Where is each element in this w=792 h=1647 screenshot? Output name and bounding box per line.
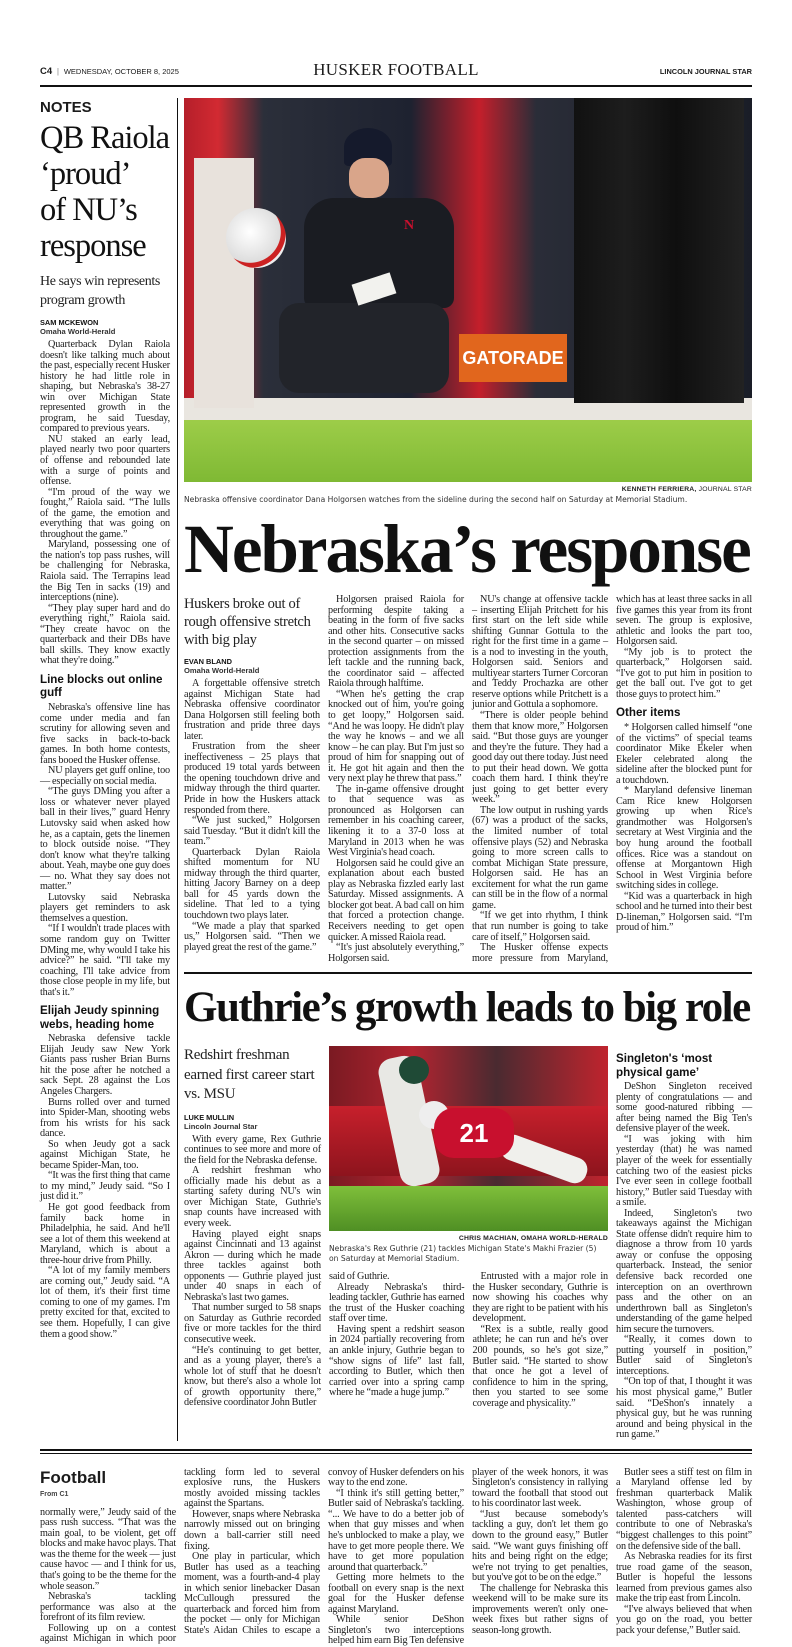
subhead: Other items [616, 706, 681, 720]
paragraph: “It was the first thing that came to my mind,” Jeudy said. “So I just did it.” [40, 1170, 170, 1203]
paragraph: Holgorsen praised Raiola for performing despite taking a beating in the form of five sacks and other hits. Consecutive sacks in the second quarter – on missed protection assignments from the left tackle and the running back, the coordinator said – affected Raiola through halftime. [328, 594, 464, 690]
gatorade-sign: GATORADE [459, 334, 567, 382]
main-column [184, 98, 752, 1441]
paragraph: Burns rolled over and turned into Spider-Man, shooting webs from his wrists for his sack dance. [40, 1096, 170, 1140]
paragraph: “My job is to protect the quarterback,” Holgorsen said. “I've got to put him in position to get the ball out. I've got to get those guys to protect him.” [616, 646, 752, 700]
paragraph: Indeed, Singleton's two takeaways against the Michigan State offense didn't require him to diagnose a throw from 10 yards away or confuse the opposing quarterback. Instead, the senior defensive back recorded one interception on an overthrown pass and the other on an underthrown ball as Singleton's understanding of the game helped him secure the turnovers. [616, 1207, 752, 1335]
paragraph: “Rex is a subtle, really good athlete; he can run and he's over 200 pounds, so he's got size,” Butler said. “He started to show that once he got a level of confidence to him in the spring, then you started to see some coverage and physicality.” [472, 1323, 608, 1409]
player-white-pants [194, 158, 254, 408]
photo1-credit [184, 485, 752, 494]
jump-rule-thick [40, 1449, 752, 1451]
subhead: Line blocks out online guff [40, 672, 163, 700]
paragraph: Quarterback Dylan Raiola doesn't like talking much about the past, especially recent Husker history he had little role in shaping, but Nebraska's 38-27 win over Michigan State represented growth in the program, he said Tuesday, compared to previous years. [40, 339, 170, 435]
story2-middle [329, 1046, 608, 1409]
paragraph: “When he's getting the crap knocked out of him, you're going to get loopy,” Holgorsen said. “And he was loopy. He didn't play the way he knows – and we all know – he can play. But I'm just so proud of him for snapping out of it. He got hit again and then the very next play he threw that pass.” [328, 688, 464, 785]
field-grass [329, 1186, 608, 1231]
paragraph: So when Jeudy got a sack against Michigan State, he became Spider-Man, too. [40, 1138, 170, 1171]
paragraph: Nebraska defensive tackle Elijah Jeudy saw New York Giants pass rusher Brian Burns hit the pose after he notched a sack Sept. 28 against the Los Angeles Chargers. [40, 1033, 170, 1097]
nebraska-logo-icon: N [404, 218, 415, 233]
photo-holgorsen [184, 98, 752, 482]
headline-line: of NU’s [40, 192, 137, 228]
paragraph: Nebraska's offensive line has come under media and fan scrutiny for allowing seven and five sacks in back-to-back games. In both home contests, fans booed the Husker offense. [40, 701, 170, 766]
photo2-caption: Nebraska's Rex Guthrie (21) tackles Michigan State's Makhi Frazier (5) on Saturday at Memorial Stadium. [329, 1244, 597, 1264]
story2-col1 [184, 1046, 321, 1409]
paragraph: Nebraska's tackling performance was also at the forefront of its film review. [40, 1591, 176, 1624]
field-grass [184, 416, 752, 482]
story1-author: EVAN BLAND [184, 657, 232, 666]
story2-headline: Guthrie’s growth leads to big role [184, 984, 750, 1032]
paragraph: The in-game offensive drought to that sequence was as pronounced as Holgorsen can remember in his coaching career, likening it to a 37-0 loss at Maryland in 2013 when he was West Virginia's head coach. [328, 783, 464, 859]
paragraph: “I think it's still getting better,” Butler said of Nebraska's tackling. “... We have to do a better job of when that guy misses and when he's unblocked to make a play, we have to get more people there. We have to get more population around that quarterback.” [328, 1487, 464, 1573]
sidebar-body [40, 340, 170, 1340]
paragraph: “Kid was a quarterback in high school and he turned into their best D-lineman,” Holgorsen said. “I'm proud of him.” [616, 890, 752, 934]
headline-line: QB Raiola [40, 120, 170, 156]
paragraph: “Just because somebody's tackling a guy, don't let them go down to the ground easy,” Butler said. “We want guys finishing off hits and being right on the edge; we're not trying to get penalties, but you've got to be on the edge.” [472, 1508, 608, 1584]
paragraph: However, snaps where Nebraska narrowly missed out on bringing down a ball-carrier still need fixing. [184, 1508, 320, 1552]
photo-guthrie-tackle [329, 1046, 608, 1231]
paragraph: Frustration from the sheer ineffectiveness – 25 plays that produced 19 total yards between the opening touchdown drive and midway through the third quarter. Pride in how the Huskers attack responded from there. [184, 741, 320, 816]
column-divider [177, 98, 178, 1441]
paragraph: A forgettable offensive stretch against Michigan State had Nebraska offensive coordinator Dana Holgorsen still feeling both frustration and pride three days later. [184, 678, 320, 742]
story2-under-photo [329, 1272, 608, 1409]
folio-divider: | [54, 66, 62, 76]
paragraph: While senior DeShon Singleton's two interceptions helped him earn Big Ten defensive player of the week honors, it was Singleton's consistency in rallying toward the football that stood out to his coordinator last week. [328, 1466, 608, 1647]
page-date: WEDNESDAY, OCTOBER 8, 2025 [63, 67, 179, 76]
paragraph: “He's continuing to get better, and as a young player, there's a whole lot of stuff that he doesn't know, but there's also a whole lot of growth opportunity there,” defensive coordinator John Butler [184, 1344, 321, 1409]
story2-col1-paragraphs [184, 1135, 321, 1409]
story2-under-paragraphs [329, 1272, 608, 1409]
coach-face [349, 158, 389, 198]
paragraph: Quarterback Dylan Raiola shifted momentum for NU midway through the third quarter, hitting Jacory Barney on a deep ball for 45 yards down the sideline. That led to a tying touchdown two plays later. [184, 846, 320, 922]
paragraph: “I've always believed that when you go on the road, you better pack your defense,” Butler said. [616, 1603, 752, 1636]
paragraph: “A lot of my family members are coming out,” Jeudy said. “A lot of them, it's their first time coming to one of my games. I'm pretty excited for that, excited to see them. Hopefully, I can give them a good show.” [40, 1265, 170, 1340]
singleton-section [616, 1052, 752, 1441]
paragraph: As Nebraska readies for its first true road game of the season, Butler is hopeful the lessons learned from previous games also make the trip east from Lincoln. [616, 1551, 752, 1605]
story1-headline: Nebraska’s response [184, 511, 750, 587]
paragraph: Entrusted with a major role in the Husker secondary, Guthrie is now showing his coaches why they are right to be patient with his development. [472, 1271, 608, 1325]
paragraph: He got good feedback from family back home in Philadelphia, he said. And he'll see a lot of them this weekend at Maryland, which is about a three-hour drive from Philly. [40, 1202, 170, 1266]
headline-line: ‘proud’ [40, 156, 131, 192]
story-divider [184, 972, 752, 974]
paragraph: NU staked an early lead, played nearly two poor quarters of offense and rebounded late with a surge of points and offense. [40, 433, 170, 488]
sidebar-headline [40, 120, 170, 264]
subhead: Singleton's ‘most physical game’ [616, 1052, 713, 1079]
story1-org: Omaha World-Herald [184, 666, 260, 675]
paragraph: The Husker offense expects more pressure from Maryland, which has at least three sacks in all five games this year from its front seven. The group is explosive, athletic and looks the part too, Holgorsen said. [472, 594, 752, 964]
paragraph: Maryland, possessing one of the nation's top pass rushes, will be challenging for Nebraska, Raiola said. The Terrapins lead the Big Ten in sacks (19) and interceptions (nine). [40, 539, 170, 604]
paragraph: One play in particular, which Butler has used as a teaching moment, was a fourth-and-4 play in which senior linebacker Dasan McCullough pressured the quarterback and forced him from the pocket — only for Michigan State's Aidan Chiles to escape a convoy of Husker defenders on his way to the end zone. [184, 1466, 464, 1636]
paragraph: “They play super hard and do everything right,” Raiola said. “They create havoc on the quarterback and their DBs have ball skills. They know exactly what they're doing.” [40, 602, 170, 667]
guthrie-jersey: 21 [434, 1108, 514, 1158]
paragraph: “I'm proud of the way we fought,” Raiola said. “The lulls of the game, the emotion and everything that was going on throughout the game.” [40, 486, 170, 540]
paragraph: “We made a play that sparked us,” Holgorsen said. “Then we played great the rest of the game.” [184, 920, 320, 953]
helmet [226, 208, 286, 268]
sidebar-author: SAM MCKEWON [40, 318, 99, 327]
page-number: C4 [40, 66, 53, 77]
section-title: HUSKER FOOTBALL [313, 60, 479, 79]
paragraph: NU's change at offensive tackle – inserting Elijah Pritchett for his first start on the left side while shifting Gunnar Gottula to the right for the first time in a game – is a nod to investing in the youth, Holgorsen said. Seniors and multiyear starters Turner Corcoran and Teddy Prochazka are other reserve options while Pritchett is a junior and Gottula a sophomore. [472, 594, 608, 711]
paragraph-continued: said of Guthrie. [329, 1271, 390, 1283]
paragraph: With every game, Rex Guthrie continues to see more and more of the field for the Nebraska defense. [184, 1133, 321, 1166]
photo2-credit: CHRIS MACHIAN, OMAHA WORLD-HERALD [458, 1235, 608, 1243]
photo1-caption: Nebraska offensive coordinator Dana Holgorsen watches from the sideline during the second half on Saturday at Memorial Stadium. [184, 495, 688, 504]
paragraph: That number surged to 58 snaps on Saturday as Guthrie recorded five or more tackles for the third consecutive week. [184, 1302, 321, 1346]
jump-heading: Football [40, 1467, 107, 1487]
paragraph: “We just sucked,” Holgorsen said Tuesday. “But it didn't kill the team.” [184, 815, 320, 848]
paragraph: “Really, it comes down to putting yourself in position,” Butler said of Singleton's interceptions. [616, 1334, 752, 1377]
masthead-rule [40, 85, 752, 87]
story1-headline-wrap [184, 509, 752, 589]
story1-deck: Huskers broke out of rough offensive stretch with big play [184, 596, 311, 648]
paragraph: A redshirt freshman who officially made his debut as a starting safety during NU's win over Michigan State, Guthrie's snap counts have increased with every week. [184, 1165, 321, 1230]
photographer: KENNETH FERRIERA, [621, 486, 697, 493]
story1-body [184, 595, 752, 964]
sidebar-headline-text [40, 120, 169, 264]
photo-agency: JOURNAL STAR [698, 486, 752, 493]
story2-grid [184, 1046, 752, 1441]
story2-headline-wrap [184, 976, 752, 1040]
paragraph: The low output in rushing yards (67) was a product of the sacks, the limited number of total offensive plays (52) and Nebraska going to more screen calls to combat Michigan State pressure, Holgorsen said. He has an excitement for what the run game can still be in the flow of a normal game. [472, 804, 608, 911]
paragraph: “It's just absolutely everything,” Holgorsen said. [328, 942, 464, 964]
paragraph: NU players get guff online, too — especially on social media. [40, 765, 170, 787]
paragraph: Getting more helmets to the football on every snap is the next goal for the Husker defense against Maryland. [328, 1572, 464, 1615]
story2-deck: Redshirt freshman earned first career start vs. MSU [184, 1047, 315, 1103]
story2-author: LUKE MULLIN [184, 1112, 235, 1122]
paragraph: Butler sees a stiff test on film in a Maryland offense led by freshman quarterback Malik Washington, whose group of talented pass-catchers will contribute to one of Nebraska's “biggest challenges to this point” on the defensive side of the ball. [616, 1466, 752, 1552]
paragraph: Lutovsky said Nebraska players get reminders to ask themselves a question. [40, 891, 170, 924]
subhead: Elijah Jeudy spinning webs, heading home [40, 1004, 160, 1031]
top-grid [40, 98, 752, 1441]
story2-org: Lincoln Journal Star [184, 1121, 258, 1131]
paragraph: “If we get into rhythm, I think that run number is going to take care of itself,” Holgorsen said. [472, 910, 608, 943]
story2-col4 [616, 1046, 752, 1441]
notes-sidebar [40, 98, 170, 1340]
jump-from: From C1 [40, 1490, 69, 1498]
paragraph: Already Nebraska's third-leading tackler, Guthrie has earned the trust of the Husker coaching staff over time. [329, 1281, 465, 1325]
paragraph-continued: normally were,” Jeudy said of the pass rush success. “That was the main goal, to be violent, get off blocks and make havoc plays. That was the theme for the week — just cause havoc — and I think for us, that's going to be the theme for the whole season.” [40, 1506, 177, 1592]
page-folio [40, 66, 179, 77]
paragraph: “The guys DMing you after a loss or whatever never played ball in their lives,” guard Henry Lutovsky said when asked how he, as a captain, gets the linemen to block outside noise. “They don't know what they're talking about. Yeah, maybe one guy does — no. What they say does not matter.” [40, 786, 170, 893]
paper-name: LINCOLN JOURNAL STAR [659, 67, 752, 76]
coach-pants [279, 303, 449, 393]
football-jump [40, 1468, 752, 1647]
paragraph: “I was joking with him yesterday (that) he was named player of the week for essentially catching two of the easiest picks I've ever seen in college football history,” Butler said Tuesday with a smile. [616, 1133, 752, 1209]
paragraph: * Maryland defensive lineman Cam Rice knew Holgorsen growing up when Rice's grandmother was Holgorsen's secretary at West Virginia and the boy hung around the football offices. Rice was a standout on offense at Morgantown High School in West Virginia before switching sides in college. [616, 785, 752, 892]
paragraph: Having spent a redshirt season in 2024 partially recovering from an ankle injury, Guthrie began to “show signs of life” last fall, according to Butler, which then carried over into a spring camp where he “made a huge jump.” [329, 1323, 465, 1399]
jump-rule-thin [40, 1453, 752, 1454]
players-legs [574, 98, 744, 403]
notes-kicker: NOTES [40, 99, 92, 116]
paragraph: * Holgorsen called himself “one of the victims” of special teams coordinator Mike Ekeler when Ekeler celebrated along the sideline after the blocked punt for a touchdown. [616, 721, 752, 786]
paragraph: “There is older people behind them that know more,” Holgorsen said. “But those guys are younger and they're the future. They had a good day out there today. Just need to put their head down. We gotta coach them hard. I think they're just going to get better every week.” [472, 710, 608, 806]
headline-line: response [40, 228, 146, 264]
paragraph: Holgorsen said he could give an explanation about each busted play as Nebraska fizzled early last Saturday. Missed assignments. A blocker got beat. A bad call on him that forced a protection change. Receivers needing to get open quicker. A missed Raiola read. [328, 857, 464, 943]
sidebar-deck: He says win represents program growth [40, 274, 160, 308]
msu-helmet [399, 1056, 429, 1084]
paragraph: Following up on a contest against Michigan in which poor tackling form led to several explosive runs, the Huskers mostly avoided missing tackles against the Spartans. [40, 1466, 320, 1645]
paragraph: “On top of that, I thought it was his most physical game,” Butler said. “DeShon's innately a physical guy, but he was running around and being physical in the run game.” [616, 1376, 752, 1441]
paragraph: DeShon Singleton received plenty of congratulations — and some good-natured ribbing — after being named the Big Ten's defensive player of the week. [616, 1081, 752, 1135]
paragraph: Having played eight snaps against Cincinnati and 13 against Akron — during which he made three tackles against both opponents — Guthrie played just under 40 snaps in each of Nebraska's last two games. [184, 1228, 321, 1303]
sidebar-org: Omaha World-Herald [40, 327, 116, 336]
paragraph: The challenge for Nebraska this weekend will to be make sure its improvements weren't only one-week fixes but rather signs of season-long growth. [472, 1582, 608, 1636]
page-body [40, 98, 752, 1647]
paragraph: “If I wouldn't trade places with some random guy on Twitter DMing me, why would I take his advice?” he said. “I'll take my coaching, I'll take advice from those close people in my life, but that's it.” [40, 923, 170, 998]
story1-paragraphs [184, 595, 752, 964]
